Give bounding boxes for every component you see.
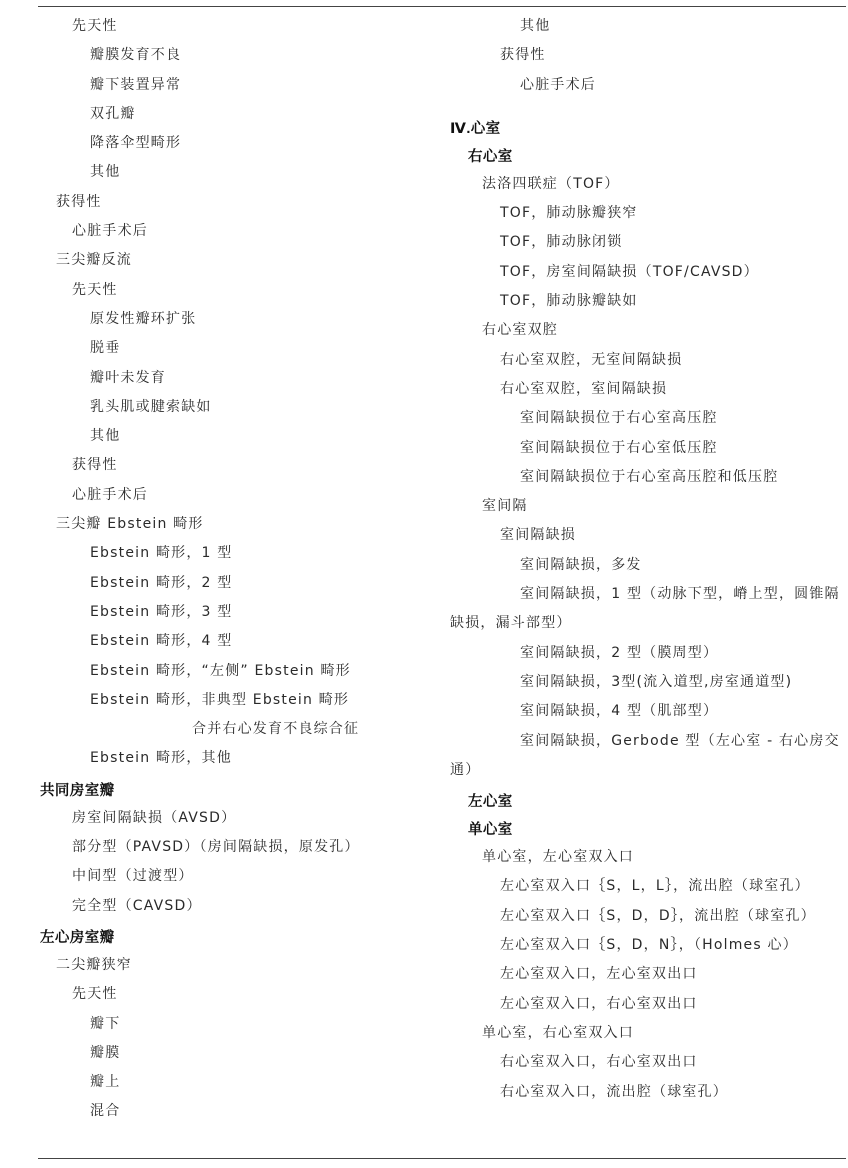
outline-item: 降落伞型畸形 xyxy=(90,135,182,152)
outline-item: TOF，房室间隔缺损（TOF/CAVSD） xyxy=(500,263,759,280)
outline-item: 合并右心发育不良综合征 xyxy=(192,721,360,738)
outline-item: 单心室，右心室双入口 xyxy=(482,1024,634,1041)
outline-item: 瓣叶未发育 xyxy=(90,369,166,386)
outline-item: 右心室双腔，室间隔缺损 xyxy=(500,380,668,397)
outline-item: 室间隔缺损位于右心室低压腔 xyxy=(520,439,718,456)
outline-item: 右心室双腔 xyxy=(482,322,558,339)
outline-item: 其他 xyxy=(520,18,551,34)
outline-item: 三尖瓣反流 xyxy=(56,252,132,269)
outline-item: 单心室，左心室双入口 xyxy=(482,849,634,866)
outline-item: 左心室双入口｛S，D，N｝，（Holmes 心） xyxy=(500,937,798,954)
outline-item: 心脏手术后 xyxy=(520,76,596,93)
top-rule xyxy=(38,6,846,7)
left-column xyxy=(40,12,435,1127)
outline-item: 完全型（CAVSD） xyxy=(72,897,202,914)
outline-item: 室间隔缺损位于右心室高压腔和低压腔 xyxy=(520,468,779,485)
outline-item: 原发性瓣环扩张 xyxy=(90,310,197,327)
section-heading: 右心室 xyxy=(468,148,513,165)
section-heading: 共同房室瓣 xyxy=(40,782,115,799)
outline-item: 左心室双入口，右心室双出口 xyxy=(500,995,698,1012)
outline-item: Ebstein 畸形，3 型 xyxy=(90,603,233,620)
outline-item: 获得性 xyxy=(500,47,546,64)
section-heading: 单心室 xyxy=(468,822,513,839)
outline-item: 瓣下 xyxy=(90,1015,121,1032)
outline-item: Ebstein 畸形，2 型 xyxy=(90,574,233,591)
outline-item: 左心室双入口｛S，D，D｝，流出腔（球室孔） xyxy=(500,907,816,924)
outline-item: 瓣上 xyxy=(90,1074,121,1091)
outline-item: 右心室双腔，无室间隔缺损 xyxy=(500,351,683,368)
outline-item: 获得性 xyxy=(56,193,102,210)
outline-item: TOF，肺动脉闭锁 xyxy=(500,234,623,251)
outline-item: TOF，肺动脉瓣缺如 xyxy=(500,293,638,310)
outline-item: 室间隔缺损，3型(流入道型,房室通道型) xyxy=(520,673,793,690)
outline-item: 瓣下装置异常 xyxy=(90,76,182,93)
outline-item: 混合 xyxy=(90,1103,121,1120)
outline-item: Ebstein 畸形，“左侧” Ebstein 畸形 xyxy=(90,662,351,679)
outline-item: 室间隔缺损，Gerbode 型（左心室 - 右心房交通） xyxy=(450,732,840,778)
outline-item: 室间隔缺损 xyxy=(500,527,576,544)
outline-item: 房室间隔缺损（AVSD） xyxy=(72,809,237,826)
outline-item: 右心室双入口，右心室双出口 xyxy=(500,1054,698,1071)
outline-item: 室间隔缺损，1 型（动脉下型，嵴上型，圆锥隔缺损，漏斗部型） xyxy=(450,586,840,632)
outline-item: Ebstein 畸形，非典型 Ebstein 畸形 xyxy=(90,691,350,708)
right-column xyxy=(450,12,846,1107)
outline-item: 心脏手术后 xyxy=(72,486,148,503)
outline-item: 中间型（过渡型） xyxy=(72,868,194,885)
outline-item: 室间隔缺损位于右心室高压腔 xyxy=(520,410,718,427)
outline-item: 先天性 xyxy=(72,18,118,34)
outline-item: Ebstein 畸形，其他 xyxy=(90,750,232,767)
outline-item: 法洛四联症（TOF） xyxy=(482,175,620,192)
section-heading: 左心室 xyxy=(468,794,513,811)
bottom-rule xyxy=(38,1158,846,1159)
spacer xyxy=(450,100,846,112)
outline-item: 左心室双入口｛S，L，L｝，流出腔（球室孔） xyxy=(500,878,810,895)
outline-item: 其他 xyxy=(90,164,121,181)
outline-item: 室间隔缺损，2 型（膜周型） xyxy=(520,644,719,661)
outline-item: Ebstein 畸形，4 型 xyxy=(90,633,233,650)
outline-item: 脱垂 xyxy=(90,340,121,357)
outline-item: 瓣膜发育不良 xyxy=(90,47,182,64)
outline-item: 三尖瓣 Ebstein 畸形 xyxy=(56,516,204,533)
outline-item: 双孔瓣 xyxy=(90,105,136,122)
outline-item: 瓣膜 xyxy=(90,1044,121,1061)
section-heading: 左心房室瓣 xyxy=(40,929,115,946)
outline-item: 部分型（PAVSD）（房间隔缺损，原发孔） xyxy=(72,839,360,856)
outline-item: 室间隔 xyxy=(482,498,528,515)
outline-item: 二尖瓣狭窄 xyxy=(56,956,132,973)
outline-item: 室间隔缺损，4 型（肌部型） xyxy=(520,703,719,720)
outline-item: 心脏手术后 xyxy=(72,223,148,240)
outline-item: 获得性 xyxy=(72,457,118,474)
outline-item: 乳头肌或腱索缺如 xyxy=(90,398,212,415)
outline-item: 左心室双入口，左心室双出口 xyxy=(500,966,698,983)
outline-item: 其他 xyxy=(90,428,121,445)
outline-item: 室间隔缺损，多发 xyxy=(520,556,642,573)
outline-item: 先天性 xyxy=(72,281,118,298)
section-heading: Ⅳ.心室 xyxy=(450,120,501,137)
outline-item: Ebstein 畸形，1 型 xyxy=(90,545,233,562)
outline-item: 先天性 xyxy=(72,986,118,1003)
outline-item: TOF，肺动脉瓣狭窄 xyxy=(500,205,638,222)
outline-item: 右心室双入口，流出腔（球室孔） xyxy=(500,1083,728,1100)
